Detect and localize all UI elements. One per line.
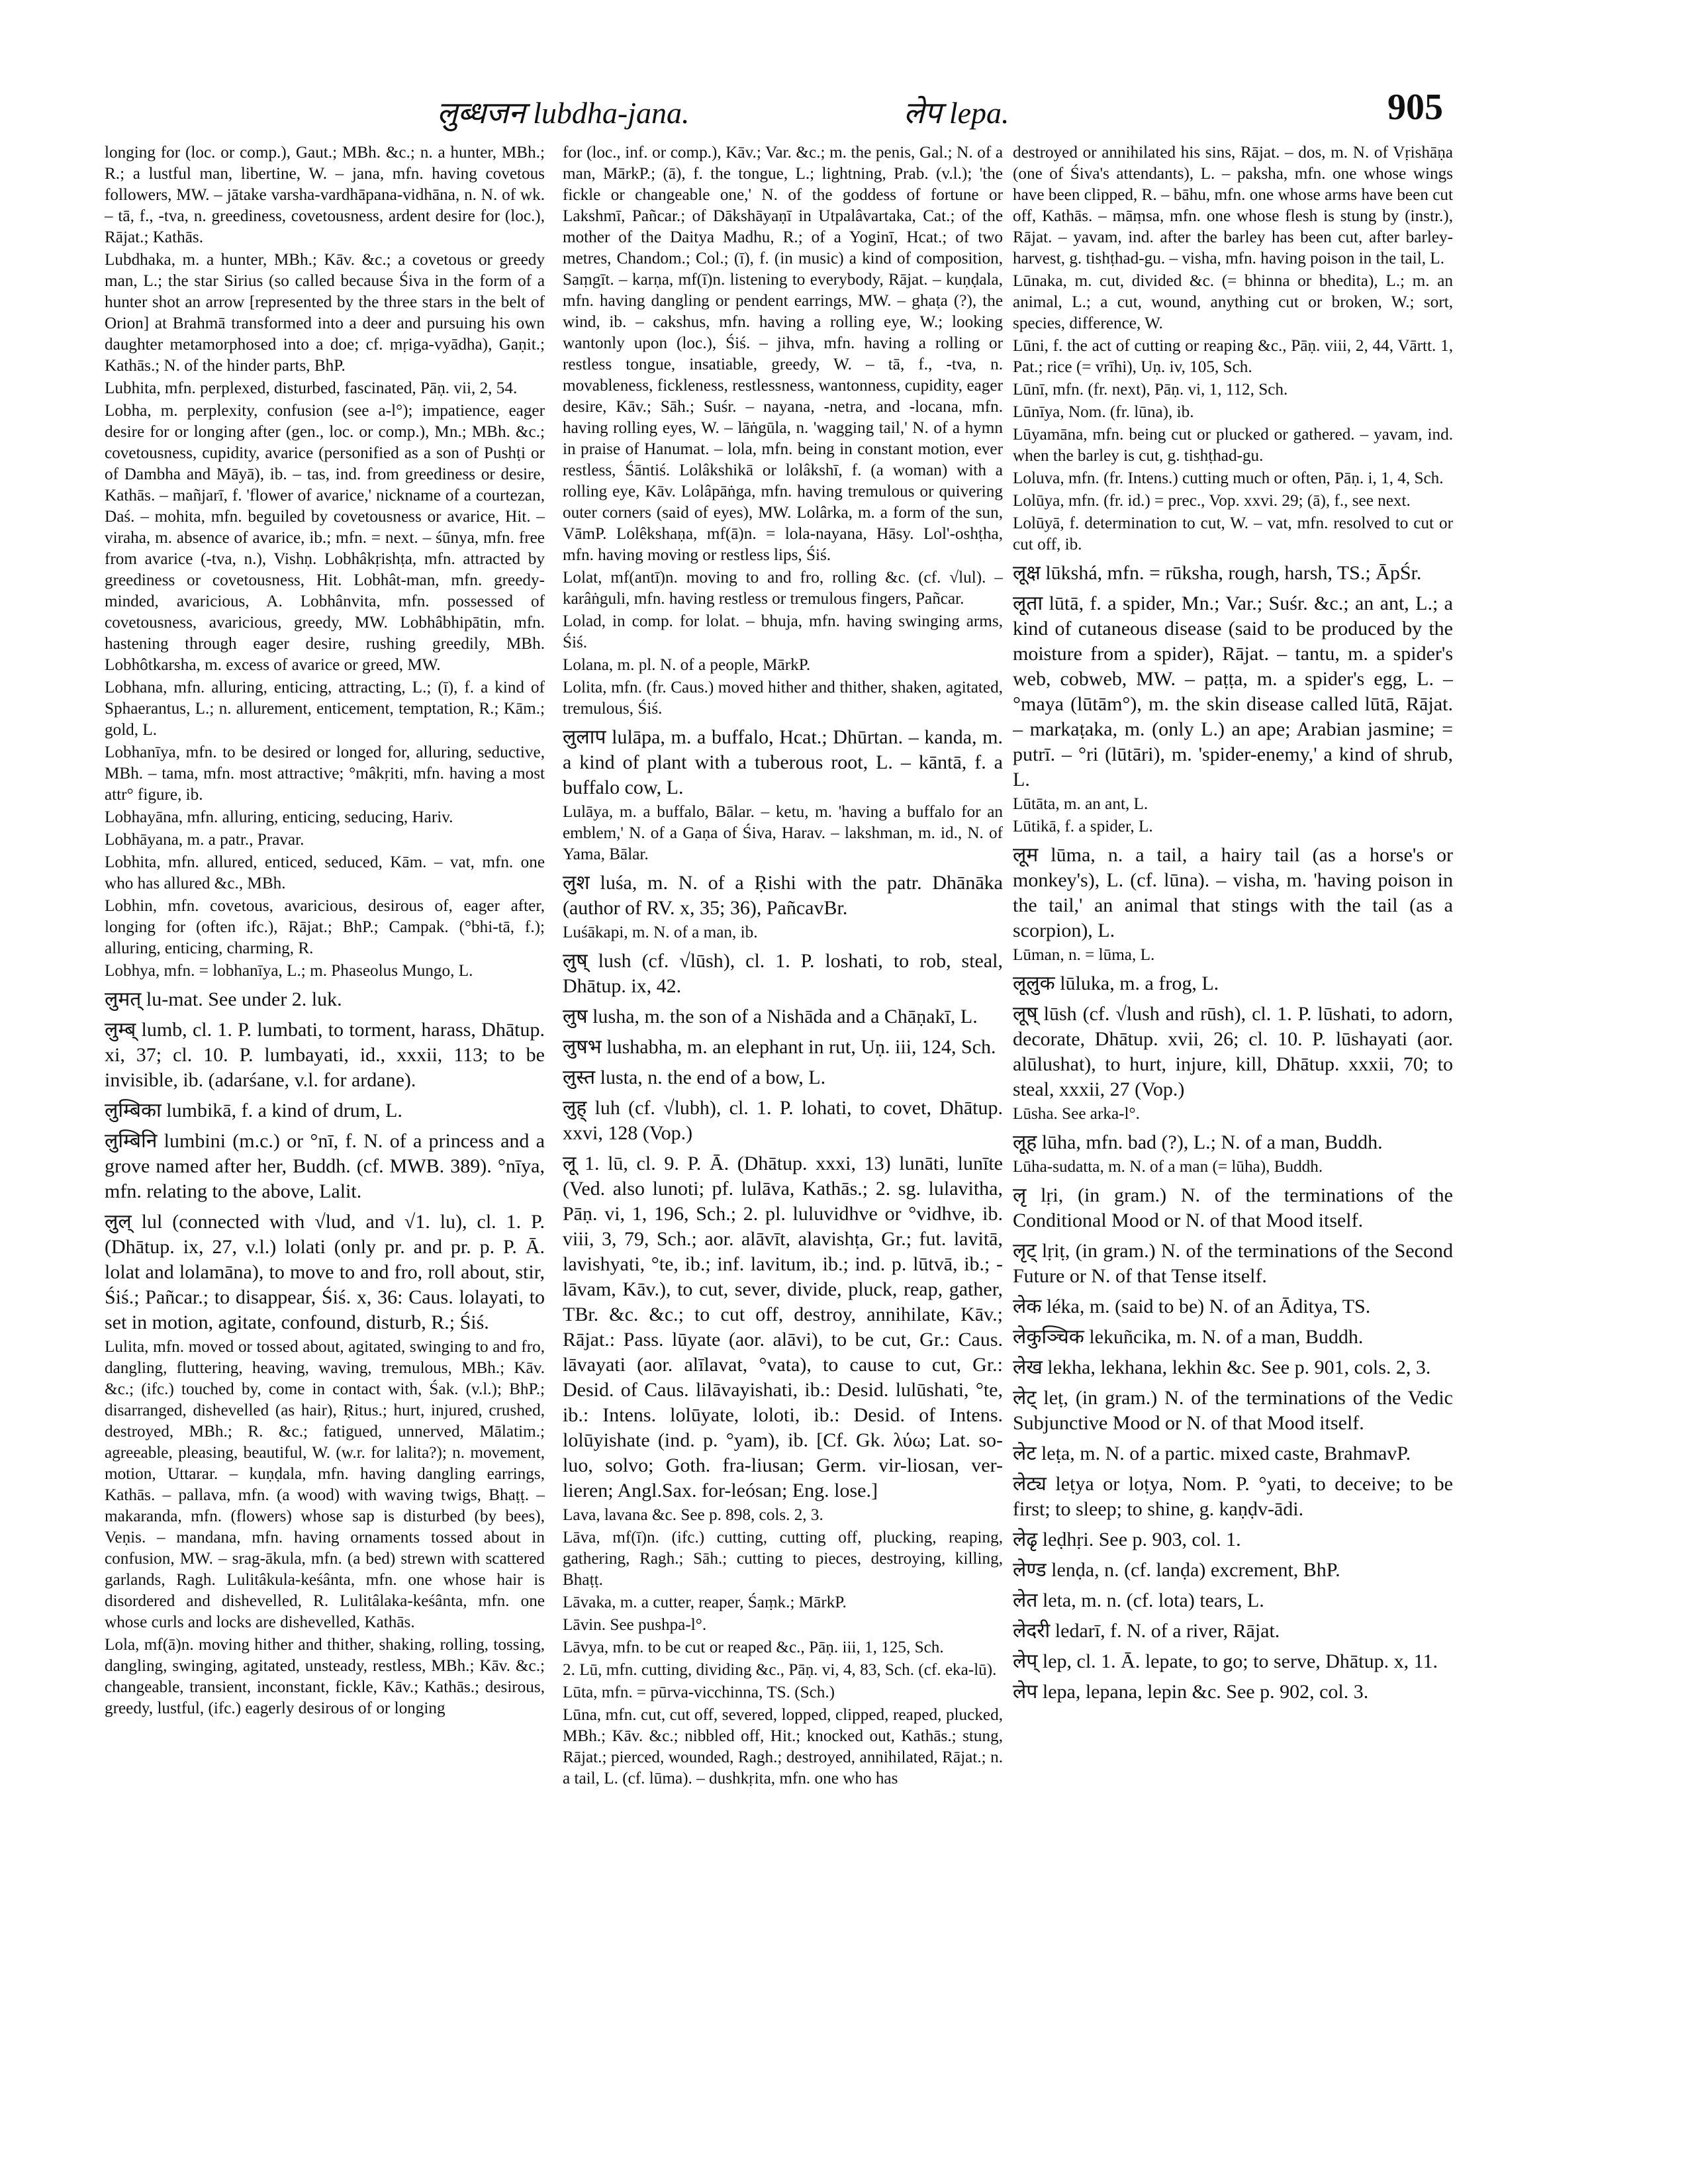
dictionary-entry: Lobhanīya, mfn. to be desired or longed for, alluring, seductive, MBh. – tama, mfn. most attractive; °mâkṛiti, mfn. having a most attr° figure, ib. — [105, 743, 545, 804]
dictionary-entry: Lubhita, mfn. perplexed, disturbed, fascinated, Pāṇ. vii, 2, 54. — [105, 379, 518, 397]
dictionary-entry: लुश luśa, m. N. of a Ṛishi with the patr. Dhānāka (author of RV. x, 35; 36), PañcavBr. — [563, 872, 1003, 919]
dictionary-entry: Lūtikā, f. a spider, L. — [1013, 818, 1153, 835]
dictionary-entry: Lūnaka, m. cut, divided &c. (= bhinna or bhedita), L.; m. an animal, L.; a cut, wound, anything cut or broken, W.; sort, species, difference, W. — [1013, 272, 1453, 332]
dictionary-entry: लूह lūha, mfn. bad (?), L.; N. of a man, Buddh. — [1013, 1131, 1383, 1153]
dictionary-entry: Lolūyā, f. determination to cut, W. – vat, mfn. resolved to cut or cut off, ib. — [1013, 514, 1453, 553]
dictionary-entry: लृ lṛi, (in gram.) N. of the terminations of the Conditional Mood or N. of that Mood itself. — [1013, 1184, 1453, 1231]
dictionary-entry: Lobhayāna, mfn. alluring, enticing, seducing, Hariv. — [105, 808, 453, 826]
dictionary-entry: Lobhāyana, m. a patr., Pravar. — [105, 831, 304, 849]
dictionary-entry: Lulita, mfn. moved or tossed about, agitated, swinging to and fro, dangling, fluttering, heaving, waving, tremulous, MBh.; Kāv. &c.; (ifc.) touched by, come in contact with, Śak. (v.l.); BhP.; disarranged, dishevelled (as hair), Ṛitus.; hurt, injured, crushed, destroyed, MBh.; R. &c.; fatigued, unnerved, Mālatim.; agreeable, pleasing, beautiful, W. (w.r. for lalita?); n. movement, motion, Uttarar. – kuṇḍala, mfn. having dangling earrings, Kathās. – pallava, mfn. (a wood) with waving twigs, Bhaṭṭ. – makaranda, mfn. (flowers) whose sap is disturbed (by bees), Veṇis. – mandana, mfn. having ornaments tossed about in confusion, MW. – srag-ākula, mfn. (a bed) strewn with scattered garlands, Ragh. Lulitâkula-keśânta, mfn. one whose hair is disordered and dishevelled, R. Lulitâlaka-keśânta, mfn. one whose curls and locks are dishevelled, Kathās. — [105, 1338, 545, 1631]
dictionary-entry: Lūni, f. the act of cutting or reaping &c., Pāṇ. viii, 2, 44, Vārtt. 1, Pat.; rice (= vrīhi), Uṇ. iv, 105, Sch. — [1013, 337, 1453, 376]
dictionary-entry: Loluva, mfn. (fr. Intens.) cutting much or often, Pāṇ. i, 1, 4, Sch. — [1013, 469, 1444, 487]
dictionary-entry: Lolita, mfn. (fr. Caus.) moved hither and thither, shaken, agitated, tremulous, Śiś. — [563, 679, 1003, 718]
column-1 — [105, 142, 545, 2161]
dictionary-entry: Lulāya, m. a buffalo, Bālar. – ketu, m. 'having a buffalo for an emblem,' N. of a Gaṇa of Śiva, Harav. – lakshman, m. id., N. of Yama, Bālar. — [563, 803, 1003, 863]
column-3 — [1013, 142, 1453, 2161]
dictionary-entry: Lola, mf(ā)n. moving hither and thither, shaking, rolling, tossing, dangling, swinging, agitated, unsteady, restless, MBh.; Kāv. &c.; changeable, transient, inconstant, fickle, Kāv.; Kathās.; desirous, greedy, lustful, (ifc.) eagerly desirous of or longing — [105, 1636, 545, 1717]
dictionary-entry: destroyed or annihilated his sins, Rājat. – dos, m. N. of Vṛishāṇa (one of Śiva's attendants), L. – paksha, mfn. one whose wings have been clipped, R. – bāhu, mfn. one whose arms have been cut off, Kathās. – māṃsa, mfn. one whose flesh is stung by (instr.), Rājat. – yavam, ind. after the barley has been cut, after barley-harvest, g. tishṭhad-gu. – visha, mfn. having poison in the tail, L. — [1013, 144, 1453, 267]
dictionary-entry: Lāva, mf(ī)n. (ifc.) cutting, cutting off, plucking, reaping, gathering, Ragh.; Sāh.; cutting to pieces, destroying, killing, Bhaṭṭ. — [563, 1529, 1003, 1589]
dictionary-entry: लेण्ड lenḍa, n. (cf. lanḍa) excrement, BhP. — [1013, 1559, 1340, 1581]
page-header — [99, 78, 1443, 138]
dictionary-entry: लेक léka, m. (said to be) N. of an Āditya, TS. — [1013, 1296, 1371, 1317]
dictionary-entry: Lūyamāna, mfn. being cut or plucked or gathered. – yavam, ind. when the barley is cut, g. tishṭhad-gu. — [1013, 426, 1453, 465]
dictionary-entry: लेट्य leṭya or loṭya, Nom. P. °yati, to deceive; to be first; to sleep; to shine, g. kaṇḍv-ādi. — [1013, 1473, 1453, 1520]
dictionary-entry: Lava, lavana &c. See p. 898, cols. 2, 3. — [563, 1506, 823, 1524]
dictionary-entry: लेढृ leḍhṛi. See p. 903, col. 1. — [1013, 1529, 1241, 1550]
dictionary-entry: लुस्त lusta, n. the end of a bow, L. — [563, 1067, 826, 1088]
dictionary-entry: Lāvaka, m. a cutter, reaper, Śaṃk.; MārkP. — [563, 1593, 847, 1611]
dictionary-entry: लूलुक lūluka, m. a frog, L. — [1013, 973, 1219, 994]
dictionary-entry: Lāvin. See pushpa-l°. — [563, 1616, 707, 1634]
dictionary-entry: Luśākapi, m. N. of a man, ib. — [563, 924, 758, 941]
dictionary-entry: लुम्बिनि lumbini (m.c.) or °nī, f. N. of a princess and a grove named after her, Buddh. (cf. MWB. 389). °nīya, mfn. relating to the above, Lalit. — [105, 1130, 545, 1202]
dictionary-entry: लेट leṭa, m. N. of a partic. mixed caste, BrahmavP. — [1013, 1443, 1411, 1464]
dictionary-entry: लुष lusha, m. the son of a Nishāda and a Chāṇakī, L. — [563, 1006, 978, 1027]
dictionary-entry: लेप lepa, lepana, lepin &c. See p. 902, col. 3. — [1013, 1681, 1369, 1703]
dictionary-entry: लूम lūma, n. a tail, a hairy tail (as a horse's or monkey's), L. (cf. lūna). – visha, m. 'having poison in the tail,' an animal that stings with the tail (as a scorpion), L. — [1013, 844, 1453, 941]
dictionary-entry: लेत leta, m. n. (cf. lota) tears, L. — [1013, 1590, 1264, 1611]
dictionary-entry: लूष् lūsh (cf. √lush and rūsh), cl. 1. P. lūshati, to adorn, decorate, Dhātup. xvii, 26; cl. 10. P. lūshayati (aor. alūlushat), to hurt, injure, kill, Dhātup. xxxii, 70; to steal, xxxii, 27 (Vop.) — [1013, 1003, 1453, 1100]
dictionary-entry: लेप् lep, cl. 1. Ā. lepate, to go; to serve, Dhātup. x, 11. — [1013, 1650, 1438, 1672]
dictionary-entry: लृट् lṛiṭ, (in gram.) N. of the terminations of the Second Future or N. of that Tense itself. — [1013, 1240, 1453, 1287]
dictionary-entry: Lobhana, mfn. alluring, enticing, attracting, L.; (ī), f. a kind of Sphaerantus, L.; n. allurement, enticement, temptation, R.; Kām.; gold, L. — [105, 679, 545, 739]
dictionary-entry: Lūsha. See arka-l°. — [1013, 1105, 1140, 1123]
dictionary-entry: Lolad, in comp. for lolat. – bhuja, mfn. having swinging arms, Śiś. — [563, 612, 1003, 651]
dictionary-entry: लुम्ब् lumb, cl. 1. P. lumbati, to torment, harass, Dhātup. xi, 37; cl. 10. P. lumbayati, id., xxxii, 113; to be invisible, ib. (adarśane, v.l. for ardane). — [105, 1019, 545, 1091]
column-2 — [563, 142, 1003, 2161]
dictionary-entry: लुमत् lu-mat. See under 2. luk. — [105, 988, 342, 1010]
dictionary-entry: Lolana, m. pl. N. of a people, MārkP. — [563, 656, 811, 674]
dictionary-entry: 2. Lū, mfn. cutting, dividing &c., Pāṇ. vi, 4, 83, Sch. (cf. eka-lū). — [563, 1661, 997, 1679]
dictionary-entry: लुलाप lulāpa, m. a buffalo, Hcat.; Dhūrtan. – kanda, m. a kind of plant with a tuberous root, L. – kāntā, f. a buffalo cow, L. — [563, 726, 1003, 798]
dictionary-entry: Lobhya, mfn. = lobhanīya, L.; m. Phaseolus Mungo, L. — [105, 962, 473, 980]
dictionary-entry: लेट् leṭ, (in gram.) N. of the terminations of the Vedic Subjunctive Mood or N. of that Mood itself. — [1013, 1387, 1453, 1434]
dictionary-entry: Lubdhaka, m. a hunter, MBh.; Kāv. &c.; a covetous or greedy man, L.; the star Sirius (so called because Śiva in the form of a hunter shot an arrow [represented by the three stars in the belt of Orion] at Brahmā transformed into a deer and pursuing his own daughter metamorphosed into a doe; cf. mṛiga-vyādha), Gaṇit.; Kathās.; N. of the hinder parts, BhP. — [105, 251, 545, 375]
dictionary-entry: Lolūya, mfn. (fr. id.) = prec., Vop. xxvi. 29; (ā), f., see next. — [1013, 492, 1411, 510]
dictionary-entry: Lobha, m. perplexity, confusion (see a-l°); impatience, eager desire for or longing after (gen., loc. or comp.), Mn.; MBh. &c.; covetousness, cupidity, avarice (personified as a son of Pushṭi or of Dambha and Māyā), ib. – tas, ind. from greediness or desire, Kathās. – mañjarī, f. 'flower of avarice,' nickname of a courtezan, Daś. – mohita, mfn. beguiled by covetousness or avarice, Hit. – viraha, m. absence of avarice, ib.; mfn. = next. – śūnya, mfn. free from avarice (-tva, n.), Vishṇ. Lobhâkṛishṭa, mfn. attracted by greediness or covetousness, Hit. Lobhât-man, mfn. greedy-minded, avaricious, A. Lobhânvita, mfn. possessed of covetousness, avaricious, greedy, MW. Lobhâbhipātin, mfn. hastening through eager desire, rushing greedily, MBh. Lobhôtkarsha, m. excess of avarice or greed, MW. — [105, 402, 545, 674]
dictionary-entry: Lāvya, mfn. to be cut or reaped &c., Pāṇ. iii, 1, 125, Sch. — [563, 1638, 944, 1656]
dictionary-entry: longing for (loc. or comp.), Gaut.; MBh. &c.; n. a hunter, MBh.; R.; a lustful man, libertine, W. – jana, mfn. having covetous followers, MW. – jātake varsha-vardhāpana-vidhāna, n. N. of wk. – tā, f., -tva, n. greediness, covetousness, ardent desire for (loc.), Rājat.; Kathās. — [105, 144, 545, 246]
dictionary-entry: लूक्ष lūkshá, mfn. = rūksha, rough, harsh, TS.; ĀpŚr. — [1013, 562, 1422, 584]
dictionary-entry: लेख lekha, lekhana, lekhin &c. See p. 901, cols. 2, 3. — [1013, 1356, 1431, 1378]
dictionary-entry: Lūta, mfn. = pūrva-vicchinna, TS. (Sch.) — [563, 1684, 835, 1701]
dictionary-entry: लुल् lul (connected with √lud, and √1. lu), cl. 1. P. (Dhātup. ix, 27, v.l.) lolati (only pr. and pr. p. P. Ā. lolat and lolamāna), to move to and fro, roll about, stir, Śiś.; Pañcar.; to disappear, Śiś. x, 36: Caus. lolayati, to set in motion, agitate, confound, disturb, R.; Śiś. — [105, 1211, 545, 1333]
dictionary-entry: Lūha-sudatta, m. N. of a man (= lūha), Buddh. — [1013, 1158, 1323, 1176]
dictionary-entry: Lobhita, mfn. allured, enticed, seduced, Kām. – vat, mfn. one who has allured &c., MBh. — [105, 853, 545, 892]
dictionary-entry: Lūnī, mfn. (fr. next), Pāṇ. vi, 1, 112, Sch. — [1013, 381, 1288, 399]
running-head-center: लेप lepa. — [904, 96, 1009, 130]
running-head-left: लुब्धजन lubdha-jana. — [437, 96, 690, 130]
dictionary-entry: Lūtāta, m. an ant, L. — [1013, 795, 1148, 813]
dictionary-entry: लूता lūtā, f. a spider, Mn.; Var.; Suśr. &c.; an ant, L.; a kind of cutaneous disease (said to be produced by the moisture from a spider), Rājat. – tantu, m. a spider's web, cobweb, MW. – paṭṭa, m. a spider's egg, L. – °maya (lūtām°), m. the skin disease called lūtā, Rājat. – markaṭaka, m. (only L.) an ape; Arabian jasmine; = putrī. – °ri (lūtāri), m. 'spider-enemy,' a kind of shrub, L. — [1013, 593, 1453, 790]
dictionary-entry: लुम्बिका lumbikā, f. a kind of drum, L. — [105, 1100, 402, 1121]
dictionary-entry: for (loc., inf. or comp.), Kāv.; Var. &c.; m. the penis, Gal.; N. of a man, MārkP.; (ā), f. the tongue, L.; lightning, Prab. (v.l.); 'the fickle or changeable one,' N. of the goddess of fortune or Lakshmī, Pañcar.; of Dākshāyaṇī in Utpalâvartaka, Cat.; of the mother of the Daitya Madhu, R.; of a Yoginī, Hcat.; of two metres, Chandom.; Col.; (ī), f. (in music) a kind of composition, Saṃgīt. – karṇa, mf(ī)n. listening to everybody, Rājat. – kuṇḍala, mfn. having dangling or pendent earrings, MW. – ghaṭa (?), the wind, ib. – cakshus, mfn. having a rolling eye, W.; looking wantonly upon (loc.), Śiś. – jihva, mfn. having a rolling or restless tongue, insatiable, greedy, W. – tā, f., -tva, n. movableness, fickleness, restlessness, wantonness, cupidity, eager desire, Kāv.; Sāh.; Suśr. – nayana, -netra, and -locana, mfn. having rolling eyes, W. – lāṅgūla, n. 'wagging tail,' N. of a hymn in praise of Hanumat. – lola, mfn. being in constant motion, ever restless, Śāntiś. Lolâkshikā or lolâkshī, f. (a woman) with a rolling eye, Kāv. Lolâpāṅga, mfn. having tremulous or quivering outer corners (said of eyes), MW. Lolârka, m. a form of the sun, VāmP. Lolêkshaṇa, mf(ā)n. = lola-nayana, Hāsy. Lol'-oshṭha, mfn. having moving or restless lips, Śiś. — [563, 144, 1003, 564]
dictionary-entry: लुष् lush (cf. √lūsh), cl. 1. P. loshati, to rob, steal, Dhātup. ix, 42. — [563, 950, 1003, 997]
dictionary-entry: लुह् luh (cf. √lubh), cl. 1. P. lohati, to covet, Dhātup. xxvi, 128 (Vop.) — [563, 1097, 1003, 1144]
dictionary-entry: Lūnīya, Nom. (fr. lūna), ib. — [1013, 403, 1194, 421]
dictionary-entry: Lobhin, mfn. covetous, avaricious, desirous of, eager after, longing for (often ifc.), Rājat.; BhP.; Campak. (°bhi-tā, f.); alluring, enticing, charming, R. — [105, 897, 545, 957]
page-number: 905 — [1387, 87, 1443, 128]
dictionary-entry: Lolat, mf(antī)n. moving to and fro, rolling &c. (cf. √lul). – karâṅguli, mfn. having restless or tremulous fingers, Pañcar. — [563, 569, 1003, 608]
dictionary-entry: लेकुञ्चिक lekuñcika, m. N. of a man, Buddh. — [1013, 1326, 1364, 1348]
dictionary-entry: लेदरी ledarī, f. N. of a river, Rājat. — [1013, 1620, 1280, 1642]
dictionary-entry: लू 1. lū, cl. 9. P. Ā. (Dhātup. xxxi, 13) lunāti, lunīte (Ved. also lunoti; pf. lulāva, Kathās.; 2. sg. lulavitha, Pāṇ. vi, 1, 196, Sch.; 2. pl. luluvidhve or °vidhve, ib. viii, 3, 79, Sch.; aor. alāvīt, alavishṭa, Gr.; fut. lavitā, lavishyati, °te, ib.; inf. lavitum, ib.; ind. p. lūtvā, ib.; -lāvam, Kāv.), to cut, sever, divide, pluck, reap, gather, TBr. &c. &c.; to cut off, destroy, annihilate, Kāv.; Rājat.: Pass. lūyate (aor. alāvi), to be cut, Gr.: Caus. lāvayati (aor. alīlavat, °vata), to cause to cut, Gr.: Desid. of Caus. lilāvayishati, ib.: Desid. lulūshati, °te, ib.: Intens. lolūyate, loloti, ib.: Desid. of Intens. lolūyishate (ind. p. °yam), ib. [Cf. Gk. λύω; Lat. so-luo, solvo; Goth. fra-liusan; Germ. vir-liosan, ver-lieren; Angl.Sax. for-leósan; Eng. lose.] — [563, 1153, 1003, 1501]
dictionary-entry: लुषभ lushabha, m. an elephant in rut, Uṇ. iii, 124, Sch. — [563, 1036, 996, 1058]
dictionary-entry: Lūna, mfn. cut, cut off, severed, lopped, clipped, reaped, plucked, MBh.; Kāv. &c.; nibbled off, Hit.; knocked out, Kathās.; stung, Rājat.; pierced, wounded, Ragh.; destroyed, annihilated, Rājat.; n. a tail, L. (cf. lūma). – dushkṛita, mfn. one who has — [563, 1706, 1003, 1787]
dictionary-entry: Lūman, n. = lūma, L. — [1013, 946, 1155, 964]
